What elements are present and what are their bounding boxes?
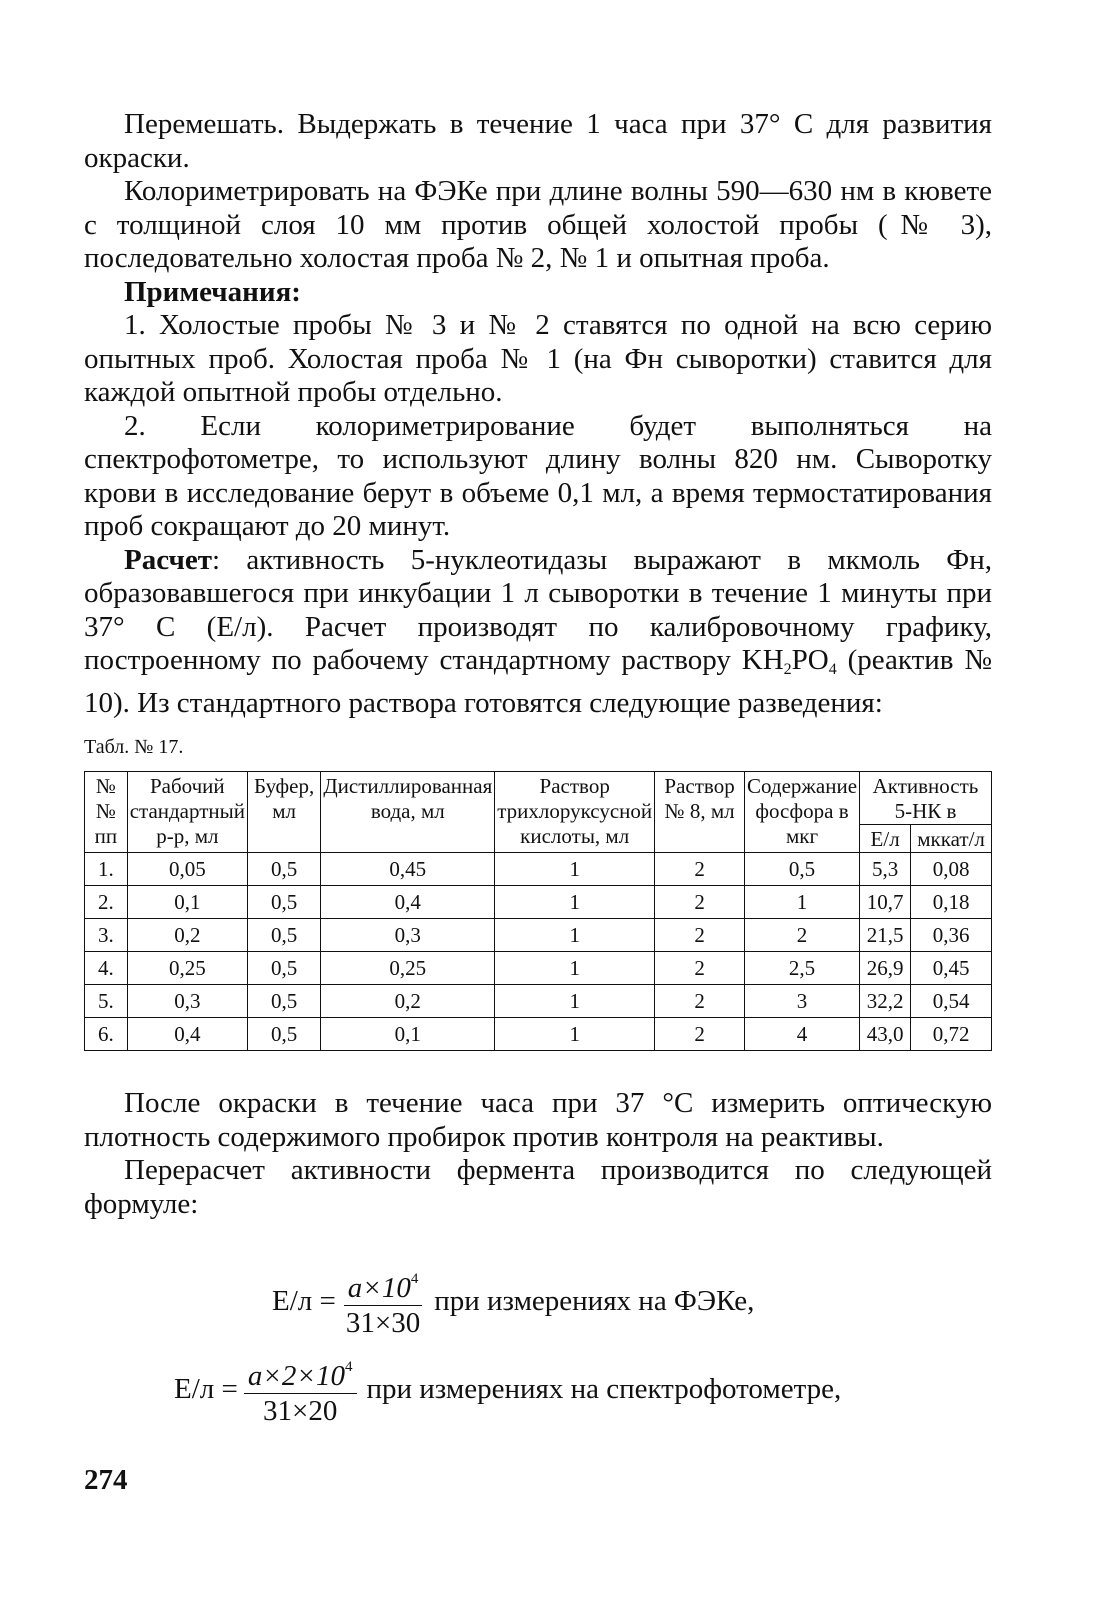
- table-cell: 1: [744, 886, 859, 919]
- table-cell: 0,5: [744, 853, 859, 886]
- table-cell: 0,45: [911, 952, 992, 985]
- header-tca: Раствор трихлоруксусной кислоты, мл: [495, 772, 655, 853]
- note-2: 2. Если колориметрирование будет выполняться на спектрофотометре, то используют длину волны 820 нм. Сыворотку крови в исследование берут в объеме 0,1 мл, а время термостатирования проб сокращают до 20 минут.: [84, 409, 992, 542]
- table-cell: 1: [495, 985, 655, 1018]
- paragraph-calculation: [84, 544, 992, 721]
- table-cell: 2: [655, 985, 745, 1018]
- header-standard: Рабочий стандартный р-р, мл: [127, 772, 247, 853]
- formula-spectro: [174, 1350, 841, 1428]
- table-cell: 1: [495, 952, 655, 985]
- table-cell: 1: [495, 1018, 655, 1051]
- header-phosphorus: Содержание фосфора в мкг: [744, 772, 859, 853]
- table-cell: 2: [655, 853, 745, 886]
- table-cell: 4: [744, 1018, 859, 1051]
- table-cell: 43,0: [860, 1018, 911, 1051]
- table-cell: 2: [744, 919, 859, 952]
- header-mkkat: мккат/л: [911, 825, 992, 853]
- table-cell: 0,5: [247, 1018, 320, 1051]
- table-cell: 1: [495, 886, 655, 919]
- table-cell: 0,36: [911, 919, 992, 952]
- calculation-label: Расчет: [124, 543, 212, 576]
- formula-spectro-fraction: [244, 1350, 357, 1428]
- table-cell: 0,54: [911, 985, 992, 1018]
- paragraph-recalculation: Перерасчет активности фермента производится по следующей формуле:: [84, 1154, 992, 1220]
- calculation-text-a: : активность 5-нуклеотидазы выражают в мкмоль Фн, образовавшегося при инкубации 1 л сыворотки в течение 1 минуты при 37° С (Е/л). Расчет производят по калибровочному графику, построенному по рабочему стандартному раствору KH: [84, 543, 992, 676]
- table-cell: 0,5: [247, 985, 320, 1018]
- table-cell: 0,5: [247, 853, 320, 886]
- table-cell: 0,2: [321, 985, 495, 1018]
- paragraph-mix: Перемешать. Выдержать в течение 1 часа при 37° С для развития окраски.: [84, 108, 992, 174]
- paragraph-after-staining: После окраски в течение часа при 37 °С измерить оптическую плотность содержимого пробирок против контроля на реактивы.: [84, 1087, 992, 1153]
- table-cell: 2.: [85, 886, 128, 919]
- calculation-text-b: PO: [791, 644, 829, 676]
- table-cell: 0,08: [911, 853, 992, 886]
- formula-fek-numerator-base: a×10: [347, 1272, 411, 1304]
- table-cell: 26,9: [860, 952, 911, 985]
- page-body: [84, 108, 992, 1221]
- table-cell: 0,5: [247, 952, 320, 985]
- table-cell: 1: [495, 853, 655, 886]
- header-reagent-8: Раствор № 8, мл: [655, 772, 745, 853]
- formula-spectro-numerator: [244, 1350, 357, 1394]
- table-cell: 0,1: [127, 886, 247, 919]
- header-water: Дистиллированная вода, мл: [321, 772, 495, 853]
- table-cell: 5,3: [860, 853, 911, 886]
- table-cell: 21,5: [860, 919, 911, 952]
- table-cell: 0,5: [247, 886, 320, 919]
- formula-fek: [272, 1262, 754, 1340]
- notes-heading: Примечания:: [124, 275, 301, 308]
- calculation-subscript-1: 2: [783, 661, 792, 678]
- table-cell: 1.: [85, 853, 128, 886]
- calculation-text-c: (реактив № 10). Из стандартного раствора готовятся следующие разведения:: [84, 644, 992, 719]
- table-cell: 32,2: [860, 985, 911, 1018]
- table-cell: 0,45: [321, 853, 495, 886]
- formula-spectro-numerator-base: a×2×10: [247, 1360, 345, 1392]
- table-cell: 3: [744, 985, 859, 1018]
- formula-fek-lhs: Е/л =: [272, 1284, 336, 1317]
- table-cell: 2: [655, 1018, 745, 1051]
- table-cell: 1: [495, 919, 655, 952]
- table-cell: 0,3: [127, 985, 247, 1018]
- dilution-table: [84, 771, 992, 1051]
- table-cell: 2: [655, 952, 745, 985]
- formula-spectro-denominator: 31×20: [263, 1395, 338, 1427]
- formula-fek-exponent: 4: [410, 1271, 419, 1287]
- table-cell: 2: [655, 919, 745, 952]
- table-cell: 0,25: [321, 952, 495, 985]
- table-cell: 0,72: [911, 1018, 992, 1051]
- table-cell: 0,4: [127, 1018, 247, 1051]
- table-cell: 5.: [85, 985, 128, 1018]
- formula-fek-text: при измерениях на ФЭКе,: [434, 1284, 755, 1317]
- table-cell: 0,5: [247, 919, 320, 952]
- header-number: №№ пп: [85, 772, 128, 853]
- paragraph-colorimetry: Колориметрировать на ФЭКе при длине волны 590—630 нм в кювете с толщиной слоя 10 мм против общей холостой пробы (№ 3), последовательно холостая проба № 2, № 1 и опытная проба.: [84, 175, 992, 274]
- table-cell: 2: [655, 886, 745, 919]
- formula-fek-numerator: [344, 1262, 423, 1306]
- note-1: 1. Холостые пробы № 3 и № 2 ставятся по одной на всю серию опытных проб. Холостая проба № 1 (на Фн сыворотки) ставится для каждой опытной пробы отдельно.: [84, 309, 992, 408]
- table-cell: 10,7: [860, 886, 911, 919]
- table-row: [85, 853, 992, 886]
- formula-spectro-lhs: Е/л =: [174, 1372, 238, 1405]
- calculation-subscript-2: 4: [828, 661, 837, 678]
- formula-fek-denominator: 31×30: [345, 1307, 421, 1339]
- page-number: 274: [84, 1464, 128, 1496]
- table-cell: 0,18: [911, 886, 992, 919]
- table-cell: 0,4: [321, 886, 495, 919]
- table-cell: 0,25: [127, 952, 247, 985]
- table-row: [85, 952, 992, 985]
- table-cell: 0,1: [321, 1018, 495, 1051]
- header-el: Е/л: [860, 825, 911, 853]
- table-cell: 3.: [85, 919, 128, 952]
- formula-spectro-exponent: 4: [345, 1359, 353, 1375]
- table-caption: Табл. № 17.: [84, 736, 184, 758]
- table-cell: 6.: [85, 1018, 128, 1051]
- formula-spectro-text: при измерениях на спектрофотометре,: [366, 1372, 842, 1405]
- table-cell: 0,05: [127, 853, 247, 886]
- table-cell: 2,5: [744, 952, 859, 985]
- header-buffer: Буфер, мл: [247, 772, 320, 853]
- table-row: [85, 919, 992, 952]
- formula-fek-fraction: [342, 1262, 424, 1340]
- table-row: [85, 985, 992, 1018]
- table-cell: 0,3: [321, 919, 495, 952]
- table-cell: 4.: [85, 952, 128, 985]
- table-row: [85, 886, 992, 919]
- header-activity: Активность 5-НК в: [860, 772, 992, 825]
- table-cell: 0,2: [127, 919, 247, 952]
- table-row: [85, 1018, 992, 1051]
